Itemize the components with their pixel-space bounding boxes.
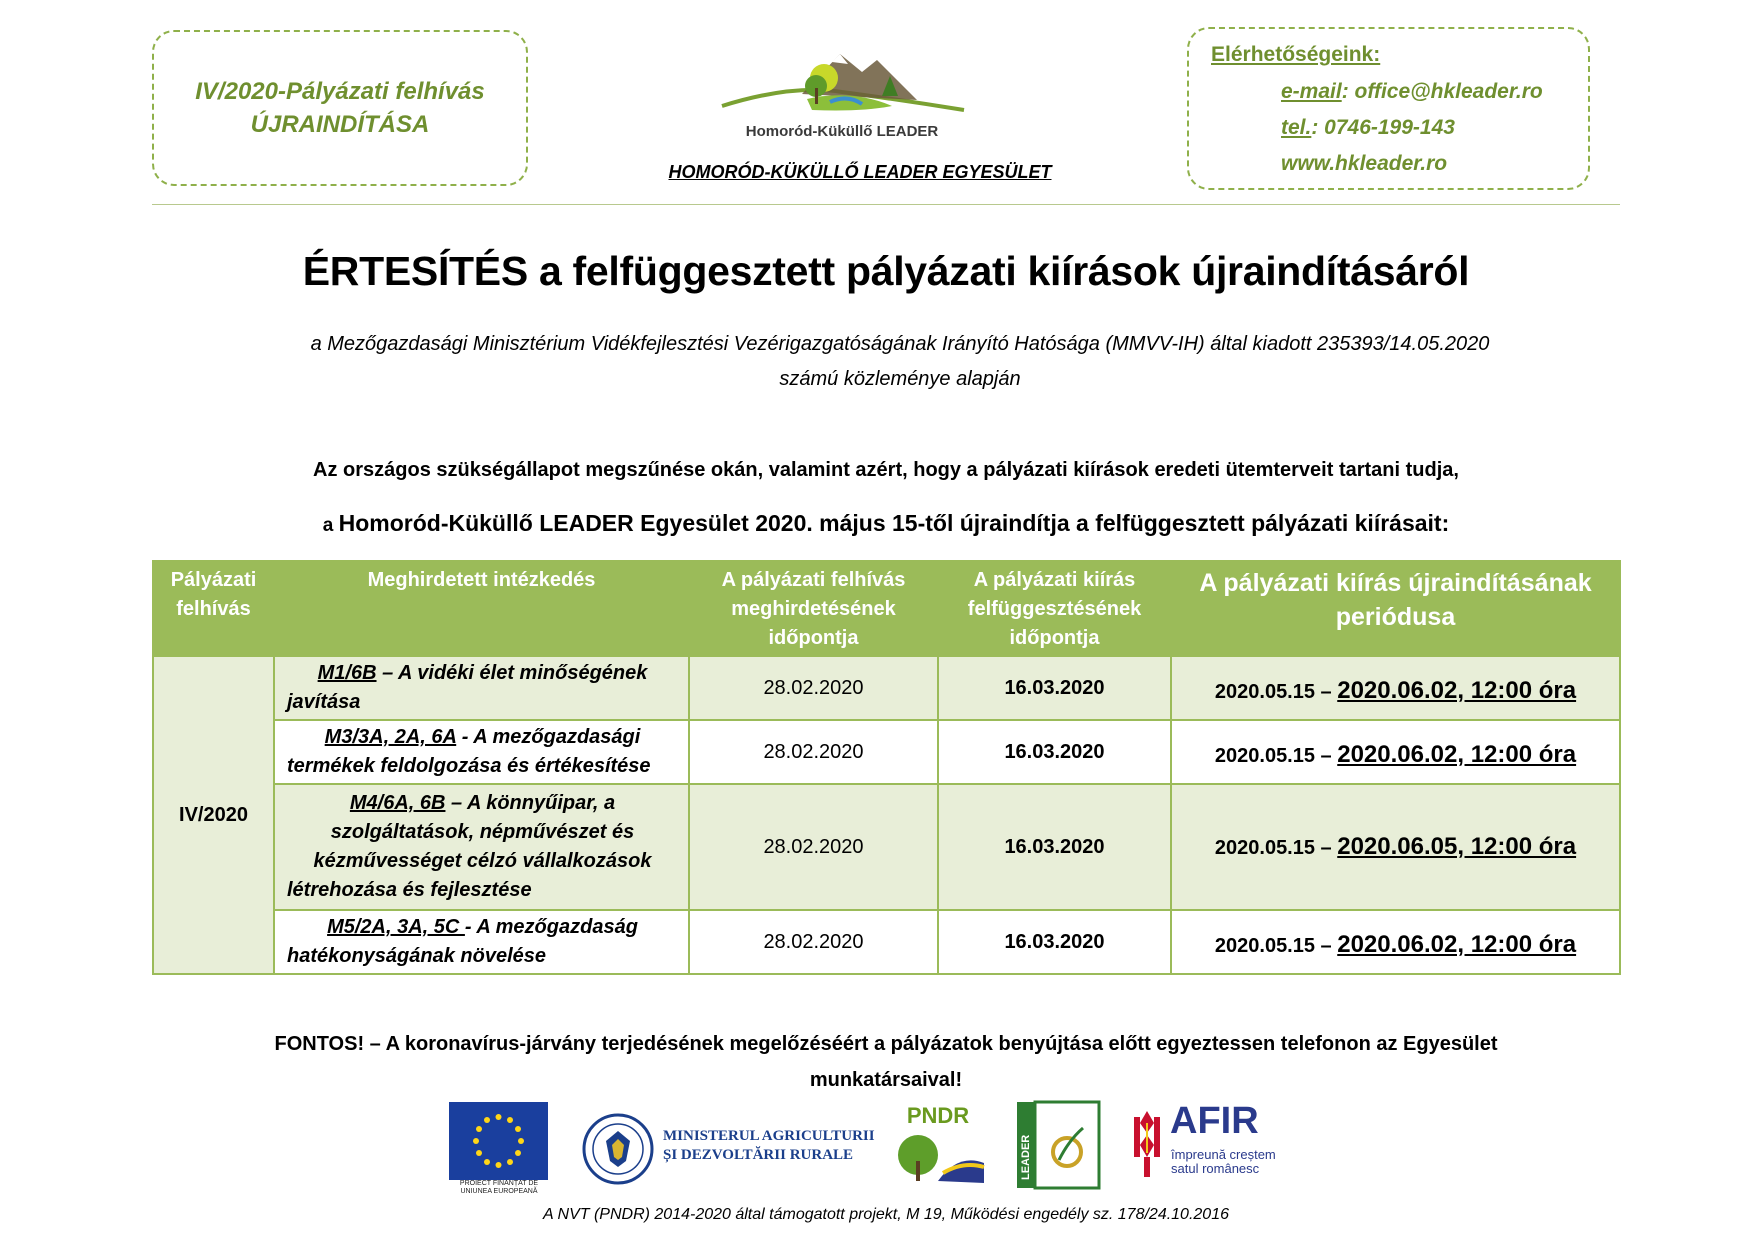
table-header-row bbox=[153, 561, 1620, 656]
announced-cell: 28.02.2020 bbox=[689, 784, 938, 910]
pndr-label: PNDR bbox=[906, 1103, 970, 1128]
measure-cell bbox=[274, 784, 689, 910]
call-subtitle: ÚJRAINDÍTÁSA bbox=[250, 111, 430, 138]
leader-label: LEADER bbox=[1020, 1134, 1032, 1180]
footer-note: A NVT (PNDR) 2014-2020 által támogatott projekt, M 19, Működési engedély sz. 178/24.10.2016 bbox=[542, 1206, 1229, 1223]
announced-cell: 28.02.2020 bbox=[689, 656, 938, 720]
afir-slogan-line-2: satul românesc bbox=[1171, 1161, 1260, 1176]
header-divider bbox=[152, 204, 1620, 205]
measure-cell bbox=[274, 656, 689, 720]
call-id-cell: IV/2020 bbox=[153, 656, 274, 974]
measure-code: M5/2A, 3A, 5C bbox=[327, 916, 465, 938]
call-box bbox=[152, 30, 528, 186]
announced-cell: 28.02.2020 bbox=[689, 720, 938, 784]
measure-text: – A vidéki élet minőségének javítása bbox=[287, 662, 648, 713]
period-start: 2020.05.15 – bbox=[1214, 934, 1338, 957]
email-label: e-mail bbox=[1281, 80, 1342, 103]
measure-cell bbox=[274, 720, 689, 784]
important-notice bbox=[152, 1026, 1620, 1098]
announced-cell: 28.02.2020 bbox=[689, 910, 938, 974]
period-start: 2020.05.15 – bbox=[1214, 680, 1338, 703]
period-cell bbox=[1171, 720, 1620, 784]
ministry-line-1: MINISTERUL AGRICULTURII bbox=[663, 1128, 875, 1144]
header-announced: A pályázati felhívás meghirdetésének időpontja bbox=[689, 561, 938, 656]
period-end: 2020.06.02, 12:00 óra bbox=[1337, 930, 1577, 958]
header-call: Pályázati felhívás bbox=[153, 561, 274, 656]
intro-line-2 bbox=[152, 510, 1620, 537]
period-cell bbox=[1171, 784, 1620, 910]
period-end: 2020.06.05, 12:00 óra bbox=[1337, 832, 1577, 860]
ministry-name bbox=[663, 1127, 875, 1165]
leader-logo bbox=[1017, 1100, 1101, 1190]
measure-code: M1/6B bbox=[317, 662, 377, 684]
subtitle-line-1: a Mezőgazdasági Minisztérium Vidékfejlesztési Vezérigazgatóságának Irányító Hatósága (MMVV-IH) által kiadott 235393/14.05.2020 bbox=[310, 333, 1490, 355]
suspended-cell: 16.03.2020 bbox=[938, 720, 1171, 784]
suspended-cell: 16.03.2020 bbox=[938, 656, 1171, 720]
tel-label: tel. bbox=[1281, 116, 1312, 139]
contact-title: Elérhetőségeink: bbox=[1211, 43, 1381, 66]
header-period: A pályázati kiírás újraindításának periódusa bbox=[1171, 561, 1620, 656]
call-title: IV/2020-Pályázati felhívás bbox=[195, 78, 485, 105]
important-line-1: FONTOS! – A koronavírus-járvány terjedésének megelőzéséért a pályázatok benyújtása előtt egyeztessen telefonon az Egyesület bbox=[274, 1033, 1498, 1055]
organization-name: HOMORÓD-KÜKÜLLŐ LEADER EGYESÜLET bbox=[668, 162, 1052, 182]
measure-text: - A mezőgazdaság hatékonyságának növelése bbox=[287, 916, 638, 967]
page-title: ÉRTESÍTÉS a felfüggesztett pályázati kiírások újraindításáról bbox=[302, 248, 1470, 294]
measure-code: M4/6A, 6B bbox=[349, 792, 446, 814]
afir-label: AFIR bbox=[1170, 1100, 1259, 1142]
contact-email[interactable] bbox=[1281, 80, 1543, 104]
afir-slogan bbox=[1171, 1148, 1276, 1176]
period-start: 2020.05.15 – bbox=[1214, 744, 1338, 767]
eu-caption-line-1: PROIECT FINANȚAT DE bbox=[459, 1180, 539, 1187]
measure-cell bbox=[274, 910, 689, 974]
table-row bbox=[153, 720, 1620, 784]
table-row bbox=[153, 656, 1620, 720]
period-cell bbox=[1171, 656, 1620, 720]
hk-leader-logo bbox=[712, 44, 972, 144]
afir-slogan-line-1: împreună creștem bbox=[1171, 1147, 1276, 1162]
eu-caption-line-2: UNIUNEA EUROPEANĂ bbox=[460, 1188, 538, 1195]
intro-prefix: a bbox=[322, 515, 339, 536]
subtitle-line-2: számú közleménye alapján bbox=[779, 368, 1021, 390]
suspended-cell: 16.03.2020 bbox=[938, 784, 1171, 910]
period-cell bbox=[1171, 910, 1620, 974]
eu-caption bbox=[444, 1180, 554, 1196]
logo-text: Homoród-Küküllő LEADER bbox=[745, 123, 939, 140]
header-measure: Meghirdetett intézkedés bbox=[274, 561, 689, 656]
important-line-2: munkatársaival! bbox=[809, 1069, 963, 1091]
period-end: 2020.06.02, 12:00 óra bbox=[1337, 740, 1577, 768]
period-end: 2020.06.02, 12:00 óra bbox=[1337, 676, 1577, 704]
table-row bbox=[153, 784, 1620, 910]
measure-text: – A könnyűipar, a szolgáltatások, népművészet és kézművességet célzó vállalkozások létrehozása és fejlesztése bbox=[287, 792, 652, 901]
table-row bbox=[153, 910, 1620, 974]
eu-flag-logo bbox=[449, 1102, 548, 1180]
intro-text: Homoród-Küküllő LEADER Egyesület 2020. május 15-től újraindítja a felfüggesztett pályázati kiírásait: bbox=[338, 510, 1450, 536]
contact-website[interactable]: www.hkleader.ro bbox=[1281, 152, 1448, 175]
suspended-cell: 16.03.2020 bbox=[938, 910, 1171, 974]
email-value: : office@hkleader.ro bbox=[1341, 80, 1543, 103]
intro-line-1: Az országos szükségállapot megszűnése okán, valamint azért, hogy a pályázati kiírások eredeti ütemterveit tartani tudja, bbox=[313, 459, 1459, 481]
contact-phone[interactable] bbox=[1281, 116, 1455, 140]
measure-text: - A mezőgazdasági termékek feldolgozása és értékesítése bbox=[287, 726, 651, 777]
subtitle bbox=[200, 327, 1600, 397]
measure-code: M3/3A, 2A, 6A bbox=[324, 726, 457, 748]
header-suspended: A pályázati kiírás felfüggesztésének időpontja bbox=[938, 561, 1171, 656]
calls-table bbox=[152, 560, 1621, 975]
contact-box bbox=[1187, 27, 1590, 190]
ministry-line-2: ȘI DEZVOLTĂRII RURALE bbox=[663, 1147, 854, 1163]
tel-value: : 0746-199-143 bbox=[1311, 116, 1455, 139]
period-start: 2020.05.15 – bbox=[1214, 836, 1338, 859]
government-seal-icon bbox=[582, 1113, 654, 1185]
